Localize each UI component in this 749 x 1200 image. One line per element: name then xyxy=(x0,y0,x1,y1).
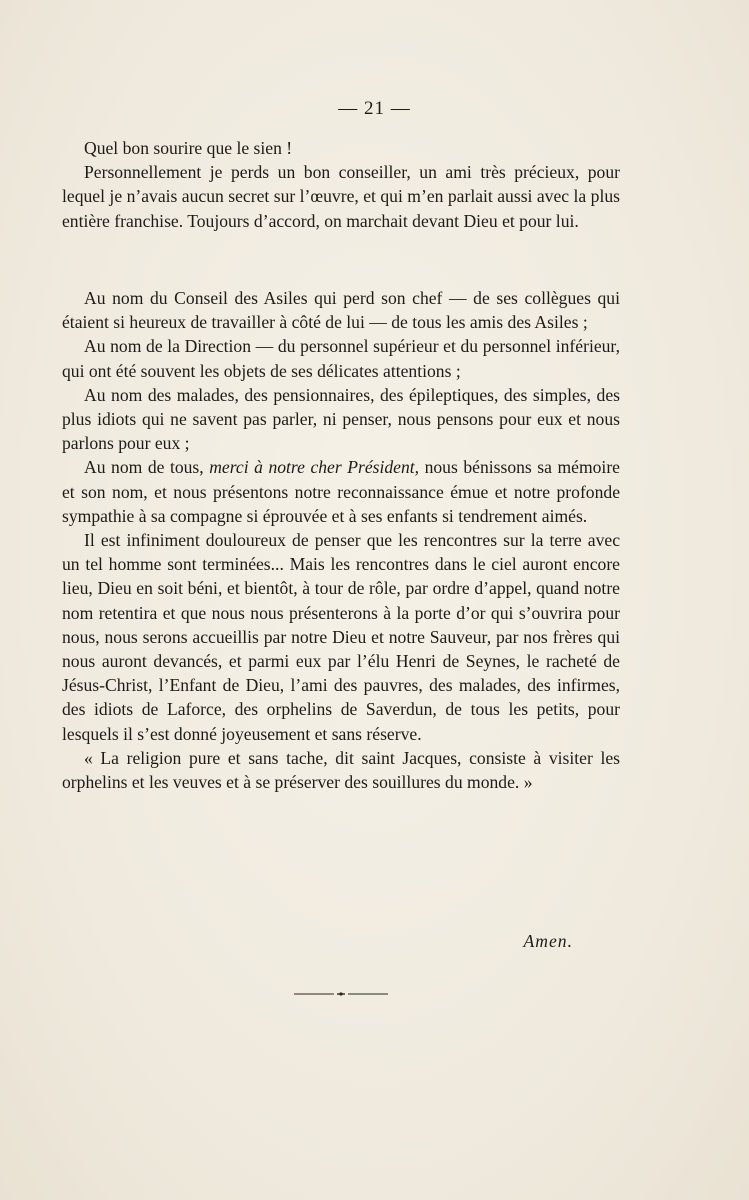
paragraph: Au nom de la Direction — du personnel supérieur et du personnel inférieur, qui ont été souvent les objets de ses délicates attentions ; xyxy=(62,336,620,381)
closing-amen: Amen. xyxy=(523,931,573,951)
paragraph: Au nom des malades, des pensionnaires, des épileptiques, des simples, des plus idiots qui ne savent pas parler, ni penser, nous pensons pour eux et nous parlons pour eux ; xyxy=(62,384,620,454)
paragraph: Il est infiniment douloureux de penser que les rencontres sur la terre avec un tel homme sont terminées... Mais les rencontres dans le ciel auront encore lieu, Dieu en soit béni, et bientôt, à tour de rôle, par ordre d’appel, quand notre nom retentira et que nous nous présenterons à la porte d’or qui s’ouvrira pour nous, nous serons accueillis par notre Dieu et notre Sauveur, par nos frères qui nous auront devancés, et parmi eux par l’élu Henri de Seynes, le racheté de Jésus-Christ, l’Enfant de Dieu, l’ami des pauvres, des malades, des infirmes, des idiots de Laforce, des orphelins de Saverdun, de tous les petits, pour lesquels il s’est donné joyeusement et sans réserve. xyxy=(62,530,620,744)
quotation-paragraph: « La religion pure et sans tache, dit saint Jacques, consiste à visiter les orphelins et les veuves et à se préserver des souillures du monde. » xyxy=(62,747,620,793)
paragraph: Quel bon sourire que le sien ! xyxy=(84,138,293,158)
italic-phrase: merci à notre cher Président, xyxy=(209,457,420,478)
paragraph: Personnellement je perds un bon conseiller, un ami très précieux, pour lequel je n’avais aucun secret sur l’œuvre, et qui m’en parlait aussi avec la plus entière franchise. Toujours d’accord, on marchait devant Dieu et pour lui. xyxy=(62,162,620,231)
end-ornament xyxy=(294,990,388,998)
tribute-text-block xyxy=(62,286,620,794)
paragraph-text: Au nom de tous, xyxy=(84,457,210,478)
page-number-header: — 21 — xyxy=(338,98,411,119)
paragraph xyxy=(62,455,620,528)
paragraph: Au nom du Conseil des Asiles qui perd son chef — de ses collègues qui étaient si heureux de travailler à côté de lui — de tous les amis des Asiles ; xyxy=(62,288,620,333)
paragraph-text: nous bénissons sa mémoire et son nom, et nous présentons notre reconnaissance émue et notre profonde sympathie à sa compagne si éprouvée et à ses enfants si tendrement aimés. xyxy=(62,457,620,526)
opening-text-block xyxy=(62,136,620,233)
